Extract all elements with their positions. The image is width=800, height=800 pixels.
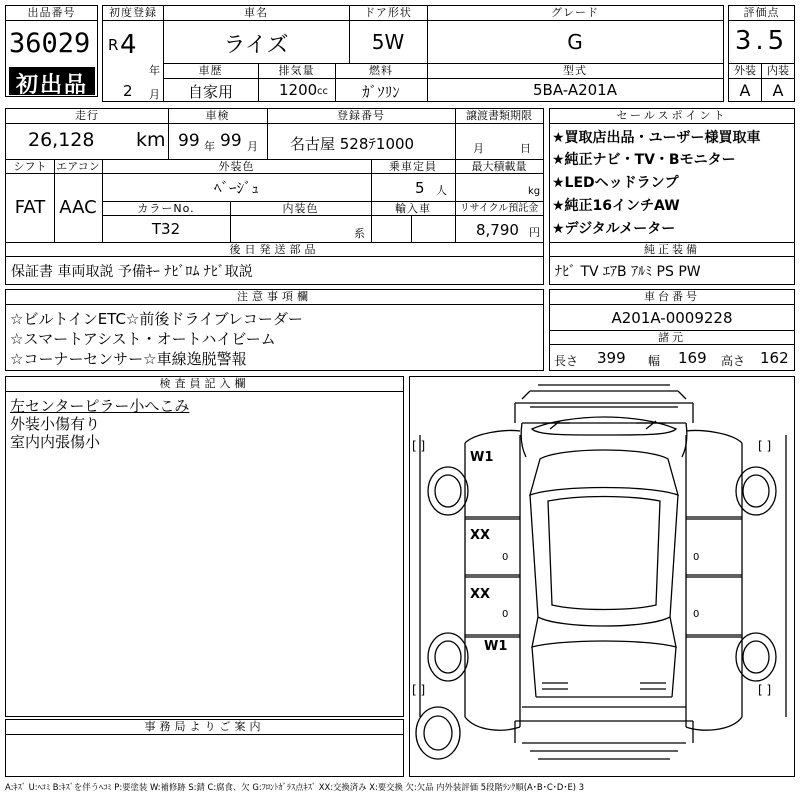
reg-month: 2 (123, 82, 133, 100)
capacity-value: 5 (415, 179, 425, 197)
legend-text: A:ｷｽﾞ U:ﾍｺﾐ B:ｷｽﾞを伴うﾍｺﾐ P:要塗装 W:補修跡 S:錆 C:腐食、欠 G:ﾌﾛﾝﾄｶﾞﾗｽ点ｷｽﾞ XX:交換済み X:要交換 欠:欠品 内外装評価 5段階ﾗﾝｸ順(A･B･C･D･E) 3 (5, 782, 585, 792)
zero-mark: 0 (693, 609, 700, 620)
later-parts-value: 保証書 車両取説 予備ｷｰ ﾅﾋﾞﾛﾑ ﾅﾋﾞ取説 (11, 264, 253, 280)
office-box (5, 719, 404, 777)
grade-label: グレード (551, 6, 599, 19)
height-label: 高さ (721, 354, 746, 368)
bracket-mark: [ ] (758, 439, 772, 453)
fuel-value: ｶﾞｿﾘﾝ (362, 83, 400, 101)
inspector-line: 外装小傷有り (10, 415, 101, 433)
notes-box (5, 289, 544, 371)
width-label: 幅 (648, 354, 661, 368)
chassis-value: A201A-0009228 (611, 309, 733, 327)
lot-box (5, 5, 98, 97)
transfer-month-unit: 月 (473, 142, 484, 155)
load-unit: kg (528, 186, 541, 197)
sales-point-item: ★デジタルメーター (552, 221, 676, 237)
inspector-line: 左センターピラー小へこみ (10, 397, 190, 415)
door-label: ドア形状 (364, 6, 412, 19)
inspector-line: 室内内張傷小 (10, 433, 101, 451)
score-value: 3.5 (734, 26, 789, 56)
height-value: 162 (760, 349, 789, 367)
grade-value: G (567, 30, 583, 54)
sales-points-box (549, 108, 795, 285)
transfer-label: 譲渡書類期限 (466, 109, 532, 122)
transfer-day-unit: 日 (520, 142, 531, 155)
interior-label: 内装 (767, 64, 789, 77)
plate-label: 登録番号 (337, 109, 385, 122)
ext-color-value: ﾍﾞｰｼﾞｭ (213, 179, 259, 197)
w1-front-mark: W1 (470, 450, 494, 465)
first-listing-text: 初出品 (15, 73, 88, 98)
model-label: 型式 (563, 64, 587, 77)
history-value: 自家用 (187, 83, 233, 101)
inspection-label: 車検 (205, 109, 230, 122)
w1-rear-mark: W1 (484, 639, 508, 654)
lot-number: 36029 (9, 28, 91, 59)
specs-label: 諸元 (658, 331, 686, 344)
car-name: ライズ (223, 33, 289, 58)
car-name-label: 車名 (244, 6, 268, 19)
inspection-month: 99 (220, 131, 242, 151)
capacity-label: 乗車定員 (389, 160, 437, 173)
car-outline-drawing (410, 377, 794, 776)
chassis-box (549, 289, 795, 371)
exterior-grade: A (739, 81, 751, 100)
shift-value: FAT (14, 197, 46, 218)
notes-label: 注意事項欄 (237, 290, 312, 303)
bracket-mark: [ ] (412, 439, 426, 453)
first-reg-label: 初度登録 (109, 6, 157, 19)
sales-point-item: ★買取店出品・ユーザー様買取車 (552, 130, 761, 146)
inspection-year: 99 (178, 131, 200, 151)
note-line: ☆ビルトインETC☆前後ドライブレコーダー (10, 310, 303, 328)
zero-mark: 0 (502, 552, 509, 563)
inspector-label: 検査員記入欄 (159, 377, 250, 390)
recycle-value: 8,790 (476, 221, 519, 239)
model-value: 5BA-A201A (532, 81, 617, 99)
length-value: 399 (597, 349, 626, 367)
shift-label: シフト (13, 160, 47, 173)
note-line: ☆スマートアシスト・オートハイビーム (10, 330, 276, 348)
sales-point-item: ★純正16インチAW (552, 198, 680, 214)
year-unit: 年 (149, 64, 160, 77)
xx-front-mark: XX (470, 528, 491, 543)
reg-year: 4 (120, 30, 137, 60)
interior-grade: A (772, 81, 784, 100)
door-type: 5W (371, 30, 405, 54)
import-label: 輸入車 (395, 202, 431, 215)
mileage-label: 走行 (75, 109, 99, 122)
history-label: 車歴 (198, 64, 223, 77)
zero-mark: 0 (502, 609, 509, 620)
inspection-month-unit: 月 (247, 140, 258, 153)
xx-rear-mark: XX (470, 587, 491, 602)
equipment-value: ﾅﾋﾞ TV ｴｱB ｱﾙﾐ PS PW (555, 264, 701, 280)
vehicle-detail-grid (5, 108, 544, 285)
lot-label: 出品番号 (27, 6, 76, 19)
mileage-value: 26,128 (28, 129, 95, 151)
width-value: 169 (678, 349, 707, 367)
color-no-value: T32 (151, 220, 181, 238)
length-label: 長さ (554, 354, 579, 368)
ac-label: エアコン (56, 160, 100, 173)
load-label: 最大積載量 (471, 160, 527, 173)
top-header-grid (102, 5, 724, 102)
car-diagram (409, 376, 795, 777)
bracket-mark: [ ] (412, 683, 426, 697)
displacement-value: 1200 (279, 81, 318, 99)
inspection-year-unit: 年 (204, 140, 215, 153)
score-label: 評価点 (743, 6, 780, 19)
era-prefix: R (108, 36, 119, 54)
plate-value: 名古屋 528ﾃ1000 (290, 135, 415, 153)
sales-point-item: ★純正ナビ・TV・Bモニター (552, 152, 736, 168)
sales-points-label: セールスポイント (616, 109, 728, 122)
later-parts-label: 後日発送部品 (229, 243, 320, 256)
inspector-box (5, 376, 404, 717)
int-color-label: 内装色 (282, 202, 319, 215)
zero-mark: 0 (693, 552, 700, 563)
score-box (728, 5, 795, 102)
color-no-label: カラーNo. (137, 202, 195, 215)
ext-color-label: 外装色 (218, 160, 255, 173)
bracket-mark: [ ] (758, 683, 772, 697)
ac-value: AAC (59, 197, 97, 218)
displacement-unit: cc (317, 86, 328, 97)
exterior-label: 外装 (734, 64, 756, 77)
note-line: ☆コーナーセンサー☆車線逸脱警報 (10, 350, 247, 368)
fuel-label: 燃料 (369, 64, 393, 77)
int-color-unit: 系 (354, 227, 365, 240)
office-label: 事務局よりご案内 (144, 720, 265, 733)
recycle-unit: 円 (529, 226, 540, 239)
displacement-label: 排気量 (278, 64, 315, 77)
chassis-label: 車台番号 (644, 290, 700, 303)
capacity-unit: 人 (436, 184, 447, 197)
mileage-unit: km (136, 129, 166, 151)
equipment-label: 純正装備 (644, 243, 700, 256)
recycle-label: リサイクル預託金 (459, 203, 539, 214)
month-unit: 月 (149, 88, 160, 101)
sales-point-item: ★LEDヘッドランプ (552, 175, 679, 191)
